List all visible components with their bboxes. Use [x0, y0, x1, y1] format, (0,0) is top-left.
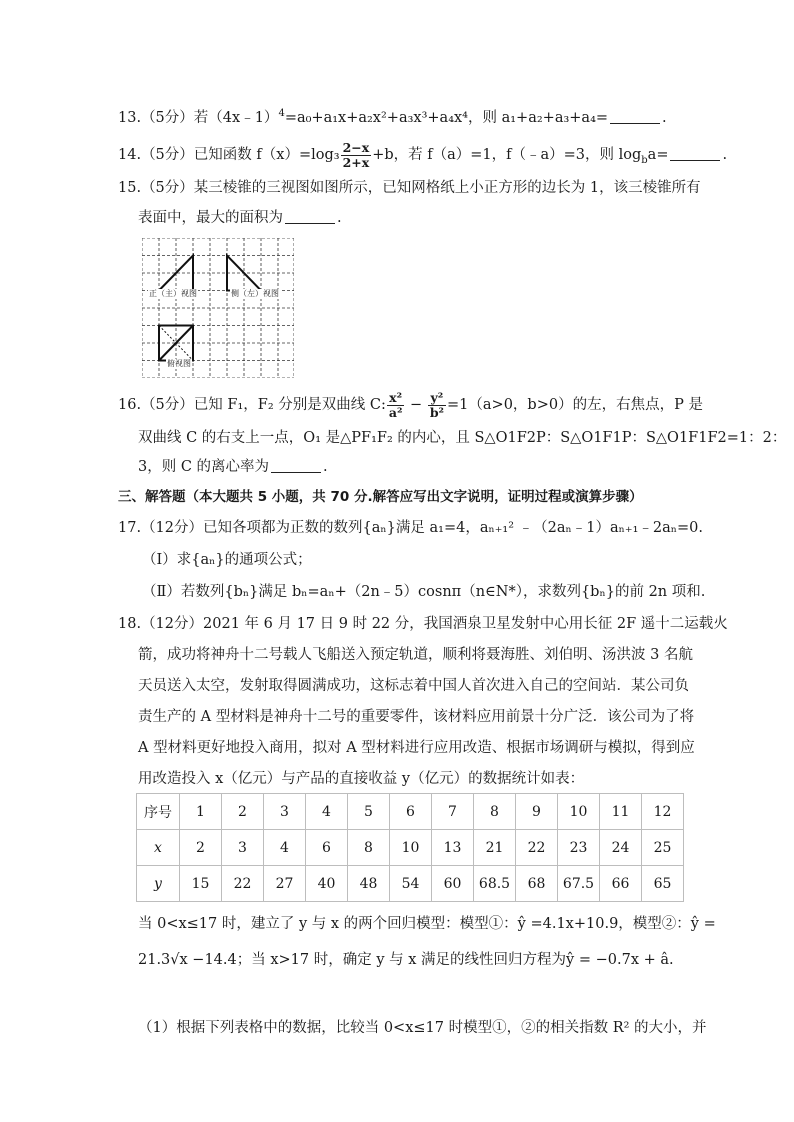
question-score: （5分）: [141, 109, 194, 126]
grid-drawing: [142, 238, 294, 378]
question-18-after-3: （1）根据下列表格中的数据，比较当 0<x≤17 时模型①，②的相关指数 R² 的大小，并: [138, 1020, 707, 1036]
question-score: （12分）: [141, 616, 204, 632]
question-number: 13.: [118, 109, 142, 126]
question-14: 14.（5分）已知函数 f（x）=log₃ $\frac{2-x}{2+x}$ +b，若 f（a）=1，f（﹣a）=3，则 $\log_ba=$ .: [118, 139, 728, 170]
question-15-line2: 表面中，最大的面积为 .: [138, 210, 342, 226]
table-row: 序号 1 2 3 4 5 6 7 8 9 10 11 12: [137, 794, 684, 830]
question-number: 18.: [118, 616, 142, 632]
question-16-line3: 3，则 C 的离心率为 .: [138, 459, 328, 475]
question-score: （5分）: [141, 147, 194, 163]
question-number: 17.: [118, 520, 142, 536]
question-number: 16.: [118, 397, 142, 413]
table-row: y 15 22 27 40 48 54 60 68.5 68 67.5 66 65: [137, 866, 684, 902]
answer-blank[interactable]: [670, 146, 720, 161]
front-view-label: 正（主）视图: [149, 289, 197, 298]
side-view-label: 侧（左）视图: [231, 289, 279, 298]
fraction: $\frac{\text{x²}}{\text{a²}}$: [388, 389, 403, 420]
question-number: 14.: [118, 147, 142, 163]
table-header: y: [137, 866, 180, 902]
answer-blank[interactable]: [285, 209, 335, 224]
question-18-after-1: 当 0<x≤17 时，建立了 y 与 x 的两个回归模型：模型①：ŷ =4.1x+10.9，模型②：ŷ =: [138, 916, 716, 932]
question-17-part1: （Ⅰ）求{aₙ}的通项公式；: [142, 552, 312, 568]
fraction: $\frac{\text{y²}}{\text{b²}}$: [429, 389, 445, 420]
three-view-figure: [142, 238, 294, 378]
question-16-line2: 双曲线 C 的右支上一点，O₁ 是△PF₁F₂ 的内心，且 S△O1F2P：S△O1F1P：S△O1F1F2=1：2：: [138, 430, 787, 446]
question-18-after-2: 21.3√x −14.4；当 x>17 时，确定 y 与 x 满足的线性回归方程为ŷ = −0.7x + â.: [138, 952, 674, 968]
question-17-part2: （Ⅱ）若数列{bₙ}满足 bₙ=aₙ+（2n﹣5）cosnπ（n∈N*），求数列{bₙ}的前 2n 项和.: [142, 584, 706, 600]
question-16: 16.（5分）已知 F₁，F₂ 分别是双曲线 C: $\frac{\text{x²}}{\text{a²}}$ − $\frac{\text{y²}}{\text{b²}}$ =1（a>0，b>0）的左，右焦点，P 是: [118, 389, 703, 420]
question-13: 13.（5分）若（4x﹣1）$^4$=a₀+a₁x+a₂x²+a₃x³+a₄x⁴，则 a₁+a₂+a₃+a₄= .: [118, 108, 667, 126]
answer-blank[interactable]: [271, 458, 321, 473]
question-score: （12分）: [141, 520, 204, 536]
fraction: $\frac{2-x}{2+x}$: [342, 139, 370, 170]
question-18: 18.（12分）2021 年 6 月 17 日 9 时 22 分，我国酒泉卫星发射中心用长征 2F 遥十二运载火: [118, 616, 728, 632]
top-view-label: 俯视图: [167, 359, 191, 368]
question-score: （5分）: [141, 180, 194, 196]
question-18-line: 责生产的 A 型材料是神舟十二号的重要零件，该材料应用前景十分广泛．该公司为了将: [138, 709, 695, 725]
question-18-line: 用改造投入 x（亿元）与产品的直接收益 y（亿元）的数据统计如表：: [138, 771, 585, 787]
question-score: （5分）: [141, 397, 194, 413]
question-15: 15.（5分）某三棱锥的三视图如图所示，已知网格纸上小正方形的边长为 1，该三棱锥所有: [118, 180, 701, 196]
question-18-line: 箭，成功将神舟十二号载人飞船送入预定轨道，顺利将聂海胜、刘伯明、汤洪波 3 名航: [138, 647, 693, 663]
data-table: [136, 793, 684, 902]
table-row: x 2 3 4 6 8 10 13 21 22 23 24 25: [137, 830, 684, 866]
question-18-line: A 型材料更好地投入商用，拟对 A 型材料进行应用改造、根据市场调研与模拟，得到应: [138, 740, 695, 756]
question-18-line: 天员送入太空，发射取得圆满成功，这标志着中国人首次进入自己的空间站．某公司负: [138, 678, 689, 694]
table-header: x: [137, 830, 180, 866]
question-17: 17.（12分）已知各项都为正数的数列{aₙ}满足 a₁=4，aₙ₊₁² ﹣（2aₙ﹣1）aₙ₊₁﹣2aₙ=0.: [118, 520, 704, 536]
answer-blank[interactable]: [610, 109, 660, 124]
section-heading: 三、解答题（本大题共 5 小题，共 70 分.解答应写出文字说明，证明过程或演算步骤）: [118, 489, 643, 505]
table-header: 序号: [137, 794, 180, 830]
question-number: 15.: [118, 180, 142, 196]
